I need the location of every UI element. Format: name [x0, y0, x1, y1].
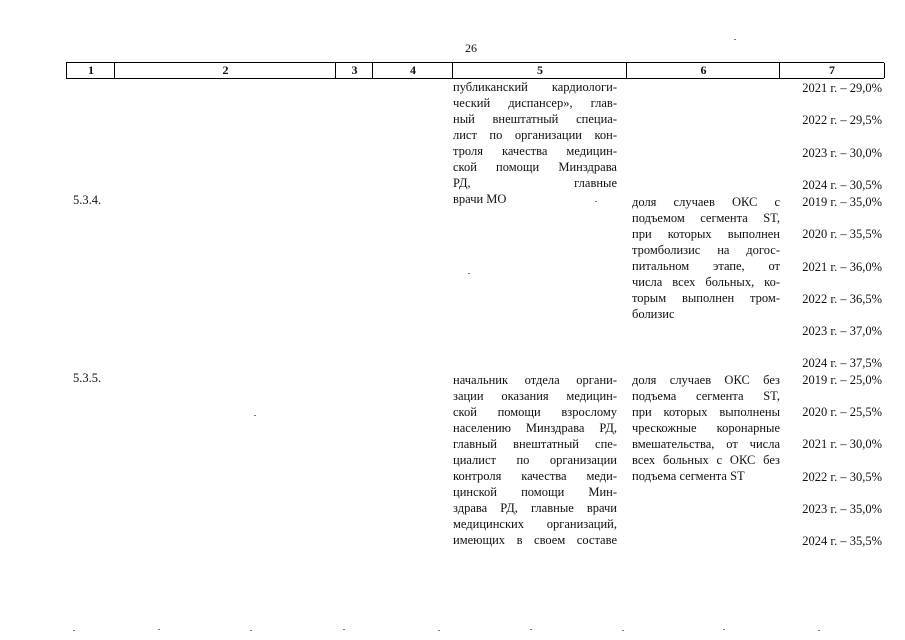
header-col-3: 3: [335, 63, 373, 78]
text-line: при которых выполнены: [632, 405, 780, 419]
header-col-6: 6: [626, 63, 780, 78]
year-value: 2021 г. – 30,0%: [802, 437, 882, 451]
row-number-5-3-4: 5.3.4.: [73, 193, 102, 207]
year-value: 2019 г. – 25,0%: [802, 373, 882, 387]
responsible-5-3-5: [453, 372, 617, 548]
indicator-5-3-4: [632, 194, 780, 322]
text-line: подъема сегмента ST,: [632, 389, 780, 403]
indicator-5-3-5: [632, 372, 780, 484]
header-col-7: 7: [779, 63, 885, 78]
scan-speck: [530, 629, 532, 630]
text-line: лист по организации кон-: [453, 128, 617, 142]
scan-speck: [73, 630, 75, 631]
text-line: ческий диспансер», глав-: [453, 96, 617, 110]
year-value: 2023 г. – 30,0%: [802, 146, 882, 160]
scan-speck: [818, 630, 820, 631]
year-value: 2021 г. – 29,0%: [802, 81, 882, 95]
row-number-5-3-5: 5.3.5.: [73, 371, 102, 385]
scan-speck: [254, 415, 256, 416]
scan-speck: [250, 630, 252, 631]
year-value: 2023 г. – 35,0%: [802, 502, 882, 516]
text-line: доля случаев ОКС с: [632, 195, 780, 209]
text-line: врачи МО: [453, 192, 507, 206]
scan-speck: [468, 273, 470, 274]
text-line: цинской помощи Мин-: [453, 485, 617, 499]
text-line: начальник отдела органи-: [453, 373, 617, 387]
text-line: доля случаев ОКС без: [632, 373, 780, 387]
text-line: имеющих в своем составе: [453, 533, 617, 547]
year-value: 2024 г. – 35,5%: [802, 534, 882, 548]
text-line: чрескожные коронарные: [632, 421, 780, 435]
scan-speck: [595, 201, 597, 202]
text-line: подъема сегмента ST: [632, 469, 745, 483]
text-line: числа всех больных, ко-: [632, 275, 780, 289]
scan-speck: [343, 629, 345, 630]
table-header-row: [66, 62, 884, 79]
header-col-4: 4: [372, 63, 453, 78]
scan-speck: [158, 629, 160, 630]
text-line: здрава РД, главные врачи: [453, 501, 617, 515]
scan-speck: [438, 630, 440, 631]
text-line: ный внештатный специа-: [453, 112, 617, 126]
text-line: ской помощи Минздрава: [453, 160, 617, 174]
text-line: питальном этапе, от: [632, 259, 780, 273]
year-value: 2022 г. – 36,5%: [802, 292, 882, 306]
header-col-1: 1: [66, 63, 115, 78]
scan-speck: [622, 630, 624, 631]
text-line: подъемом сегмента ST,: [632, 211, 780, 225]
text-line: ской помощи взрослому: [453, 405, 617, 419]
scan-speck: [723, 629, 725, 630]
year-value: 2022 г. – 30,5%: [802, 470, 882, 484]
year-value: 2022 г. – 29,5%: [802, 113, 882, 127]
text-line: публиканский кардиологи-: [453, 80, 617, 94]
text-line: торым выполнен тром-: [632, 291, 780, 305]
text-line: медицинских организаций,: [453, 517, 617, 531]
year-value: 2020 г. – 25,5%: [802, 405, 882, 419]
text-line: троля качества медицин-: [453, 144, 617, 158]
text-line: циалист по организации: [453, 453, 617, 467]
year-value: 2020 г. – 35,5%: [802, 227, 882, 241]
header-col-2: 2: [114, 63, 336, 78]
year-value: 2024 г. – 30,5%: [802, 178, 882, 192]
text-line: контроля качества меди-: [453, 469, 617, 483]
continuation-col5: [453, 79, 617, 207]
year-value: 2023 г. – 37,0%: [802, 324, 882, 338]
text-line: болизис: [632, 307, 675, 321]
scan-speck: [734, 39, 736, 40]
text-line: зации оказания медицин-: [453, 389, 617, 403]
page-number: 26: [465, 41, 477, 55]
year-value: 2019 г. – 35,0%: [802, 195, 882, 209]
text-line: всех больных с ОКС без: [632, 453, 780, 467]
text-line: вмешательства, от числа: [632, 437, 780, 451]
text-line: тромболизис на догос-: [632, 243, 780, 257]
year-value: 2024 г. – 37,5%: [802, 356, 882, 370]
text-line: главный внештатный спе-: [453, 437, 617, 451]
year-value: 2021 г. – 36,0%: [802, 260, 882, 274]
text-line: РД, главные: [453, 176, 617, 190]
text-line: населению Минздрава РД,: [453, 421, 617, 435]
header-col-5: 5: [452, 63, 627, 78]
text-line: при которых выполнен: [632, 227, 780, 241]
